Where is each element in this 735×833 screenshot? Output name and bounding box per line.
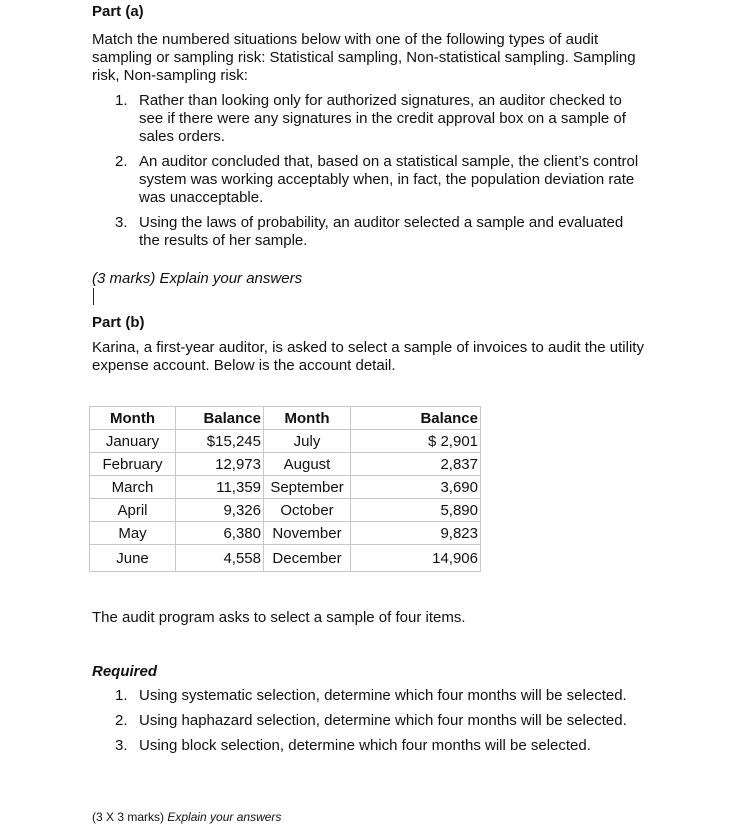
table-cell: 3,690 xyxy=(351,476,481,499)
list-item-number: 2. xyxy=(115,712,128,729)
list-item-text: Rather than looking only for authorized signatures, an auditor checked to see if there were any signatures in the credit approval box on a sample of sales orders. xyxy=(139,92,626,145)
table-cell: $15,245 xyxy=(176,430,264,453)
table-cell: January xyxy=(90,430,176,453)
utility-expense-account-table xyxy=(89,406,481,572)
table-cell: 6,380 xyxy=(176,522,264,545)
table-cell: October xyxy=(264,499,351,522)
list-item xyxy=(0,92,639,146)
marks-instruction: Explain your answers xyxy=(167,810,282,824)
column-header-month: Month xyxy=(264,407,351,430)
table-cell: 4,558 xyxy=(176,545,264,572)
table-cell: April xyxy=(90,499,176,522)
required-heading: Required xyxy=(92,663,158,680)
list-item-text: Using the laws of probability, an auditor selected a sample and evaluated the results of her sample. xyxy=(139,214,624,249)
table-row xyxy=(90,430,481,453)
part-b-marks-note xyxy=(92,810,281,824)
table-cell: 5,890 xyxy=(351,499,481,522)
table-cell: 2,837 xyxy=(351,453,481,476)
part-b-heading: Part (b) xyxy=(92,314,145,331)
list-item xyxy=(0,687,639,705)
list-item xyxy=(0,153,639,207)
list-item xyxy=(0,214,639,250)
table-cell: August xyxy=(264,453,351,476)
table-row xyxy=(90,499,481,522)
table-cell: September xyxy=(264,476,351,499)
column-header-balance: Balance xyxy=(176,407,264,430)
list-item-number: 3. xyxy=(115,214,128,231)
list-item-text: An auditor concluded that, based on a statistical sample, the client’s control system was working acceptably when, in fact, the population deviation rate was unacceptable. xyxy=(139,153,639,206)
part-b-intro: Karina, a first-year auditor, is asked to select a sample of invoices to audit the utility expense account. Below is the account detail. xyxy=(92,339,644,374)
table-cell: June xyxy=(90,545,176,572)
table-cell: 9,326 xyxy=(176,499,264,522)
table-row xyxy=(90,453,481,476)
table-cell: May xyxy=(90,522,176,545)
text-cursor[interactable] xyxy=(93,288,94,305)
table-header-row xyxy=(90,407,481,430)
list-item-text: Using block selection, determine which four months will be selected. xyxy=(139,737,591,754)
table-row xyxy=(90,522,481,545)
part-a-marks-note: (3 marks) Explain your answers xyxy=(92,270,303,287)
list-item-number: 1. xyxy=(115,92,128,109)
column-header-month: Month xyxy=(90,407,176,430)
list-item-number: 2. xyxy=(115,153,128,170)
list-item xyxy=(0,737,639,755)
table-row xyxy=(90,476,481,499)
table-cell: March xyxy=(90,476,176,499)
list-item-text: Using haphazard selection, determine which four months will be selected. xyxy=(139,712,627,729)
part-a-situation-list xyxy=(0,92,639,250)
required-task-list xyxy=(0,687,639,755)
table-row xyxy=(90,545,481,572)
part-a-intro: Match the numbered situations below with one of the following types of audit sampling or sampling risk: Statistical sampling, Non-statistical sampling. Sampling risk, Non-sampling risk: xyxy=(92,31,636,84)
table-cell: 12,973 xyxy=(176,453,264,476)
list-item-number: 3. xyxy=(115,737,128,754)
table-cell: 14,906 xyxy=(351,545,481,572)
audit-program-note: The audit program asks to select a sample of four items. xyxy=(92,609,466,626)
marks-count: (3 X 3 marks) xyxy=(92,810,165,824)
table-cell: November xyxy=(264,522,351,545)
table-cell: July xyxy=(264,430,351,453)
table-cell: $ 2,901 xyxy=(351,430,481,453)
table-cell: February xyxy=(90,453,176,476)
list-item xyxy=(0,712,639,730)
list-item-text: Using systematic selection, determine which four months will be selected. xyxy=(139,687,627,704)
list-item-number: 1. xyxy=(115,687,128,704)
part-a-heading: Part (a) xyxy=(92,3,144,20)
column-header-balance: Balance xyxy=(351,407,481,430)
table-cell: 9,823 xyxy=(351,522,481,545)
table-cell: December xyxy=(264,545,351,572)
table-cell: 11,359 xyxy=(176,476,264,499)
